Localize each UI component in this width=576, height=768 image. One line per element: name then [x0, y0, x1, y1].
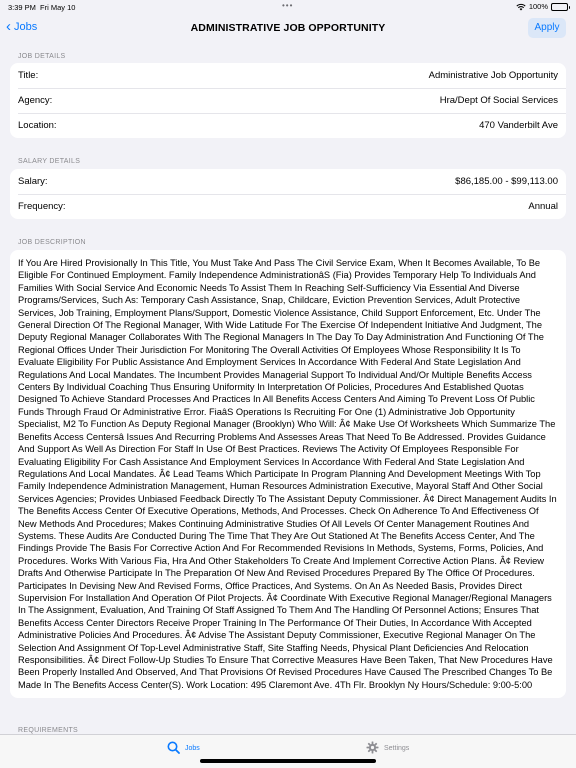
battery-icon	[551, 3, 568, 11]
magnifier-icon	[167, 741, 180, 756]
section-header-job-description: JOB DESCRIPTION	[18, 239, 86, 246]
salary-label: Salary:	[18, 176, 48, 187]
job-description-text: If You Are Hired Provisionally In This Title, You Must Take And Pass The Civil Service Exam, When It Becomes Available, To Be Eligible For Continued Employment. Family Independence AdministrationâS (Fia) Provides Temporary Help To Individuals And Families With Social Service And Economic Needs To Assist Them In Reaching Self-Sufficiency Via Essential And Diverse Programs/Services, Such As: Temporary Cash Assistance, Snap, Childcare, Eviction Prevention Services, Adult Protective Services, Job Training, Employment Plans/Support, Domestic Violence Assistance, Child Support Enforcement, Etc. Under The General Direction Of The Regional Manager, With Wide Latitude For The Exercise Of Independent Initiative And Judgment, The Deputy Regional Manager Collaborates With The Regional Managers In The Day To Day Administration And Functioning Of The Regional Offices Under Their Jurisdiction For Monitoring The Overall Activities Of Employees Whose Responsibility It Is To Evaluate Eligibility For Public Assistance And Employment Services In Accordance With Federal And State Legislation And Regulations And Local Mandates. The Incumbent Provides Managerial Support To Individual And/Or Multiple Benefits Access Centers By Individual Coaching Thus Ensuring Uniformity In Interpretation Of Policies, Procedures And Established Quotas Designed To Achieve Standard Processes And Practices In All Benefits Access Centers And Aiming To Prevent Loss Of Public Funds Through Fraud Or Administrative Error. FiaâS Operations Is Recruiting For One (1) Administrative Job Opportunity Specialist, M2 To Function As Deputy Regional Manager (Brooklyn) Who Will: Â¢ Make Use Of Worksheets Which Summarize The Benefits Access Centersâ Issues And Recurring Problems And Assesses Areas That Need To Be Addressed. Provides Guidance And Support As Well As Direction For Staff In Use Of Best Practices. Reviews The Activity Of Employees Responsible For Evaluating Eligibility For Cash Assistance And Employment Services In Accordance With Federal And State Legislation And Regulations And Local Mandates. Â¢ Lead Teams Which Participate In Program Planning And Development Meetings With Top Family Independence Administration Management, Human Resources Administration Executive, Mayoral Staff And Other Social Services Agencies; Provides Unbiased Feedback Directly To The Assistant Deputy Commissioner. Â¢ Direct Management Audits In The Benefits Access Center Of Executive Operations, Methods, And Processes. Check On Adherence To And Effectiveness Of New Methods And Procedures; Makes Continuing Administrative Studies Of All Levels Of Center Management Routines And Systems. These Audits Are Conducted During The Time That They Are Out Stationed At The Benefits Access Center, And The Findings Provide The Basis For Corrective Action And For Recommended Revisions In Methods, Systems, Forms, Policies, And Procedures. Works With Various Fia, Hra And Other Stakeholders To Create And Implement Corrective Action Plans. Â¢ Review Drafts And Otherwise Participate In The Preparation Of New And Revised Procedures Prepared By The Office Of Procedures. Participates In Devising New And Revised Forms, Office Practices, And Systems. On An As Needed Basis, Provides Direct Supervision For Installation And Operation Of Pilot Projects. Â¢ Coordinate With Executive Regional Manager/Regional Managers In The Assignment, Evaluation, And Training Of Staff Assigned To Them And The Handling Of Personnel Actions; Ensures That Benefits Access Center Directors Receive Proper Training In The Performance Of Their Duties, In Accordance With Accepted Administrative Policies And Procedures. Â¢ Advise The Assistant Deputy Commissioner, Executive Regional Manager On The Selection And Assignment Of Top-Level Administrative Staff, Site Staffing Needs, Physical Plant Deficiencies And Relocation Responsibilities. Â¢ Direct Follow-Up Studies To Ensure That Corrective Measures Have Been Taken, That New Procedures Have Been Properly Installed And Observed, And That Provisions Of Revised Procedures Have Caused The Prescribed Changes To Be Made In The Benefits Access Center(S). Work Location: 495 Claremont Ave. 4Th Flr. Brooklyn Ny Hours/Schedule: 9:00-5:00	[18, 258, 557, 690]
salary-value: $86,185.00 - $99,113.00	[455, 176, 558, 187]
detail-row-location	[10, 113, 566, 138]
gear-icon	[366, 741, 379, 756]
detail-value: Hra/Dept Of Social Services	[439, 95, 558, 106]
detail-row-agency	[10, 88, 566, 113]
status-date: Fri May 10	[40, 3, 76, 12]
frequency-label: Frequency:	[18, 201, 66, 212]
status-right	[516, 2, 568, 11]
section-header-job-details: JOB DETAILS	[18, 53, 66, 60]
page-title: ADMINISTRATIVE JOB OPPORTUNITY	[190, 22, 386, 34]
detail-label: Title:	[18, 70, 39, 81]
battery-percent: 100%	[528, 2, 548, 11]
detail-row-title	[10, 63, 566, 88]
detail-value: 470 Vanderbilt Ave	[479, 120, 558, 131]
chevron-left-icon: ‹	[6, 18, 11, 35]
frequency-value: Annual	[528, 201, 558, 212]
tab-jobs-label: Jobs	[185, 745, 200, 752]
salary-details-group	[10, 169, 566, 219]
home-indicator[interactable]	[200, 759, 376, 763]
tab-settings-label: Settings	[384, 745, 410, 752]
section-header-requirements: REQUIREMENTS	[18, 727, 78, 734]
status-bar	[0, 0, 576, 14]
detail-value: Administrative Job Opportunity	[428, 70, 558, 81]
back-button-label: Jobs	[14, 21, 38, 33]
multitasking-dots[interactable]: •••	[282, 1, 294, 10]
wifi-icon	[516, 3, 526, 11]
tab-jobs[interactable]	[167, 741, 200, 756]
section-header-salary-details: SALARY DETAILS	[18, 158, 81, 165]
apply-button[interactable]: Apply	[528, 18, 566, 38]
tab-settings[interactable]	[366, 741, 409, 756]
status-time: 3:39 PM	[8, 3, 36, 12]
detail-label: Agency:	[18, 95, 53, 106]
navigation-bar	[0, 14, 576, 44]
frequency-row	[10, 194, 566, 219]
tab-bar	[0, 734, 576, 768]
job-detail-content[interactable]	[0, 44, 576, 734]
detail-label: Location:	[18, 120, 57, 131]
job-details-group	[10, 63, 566, 138]
job-description-box	[10, 250, 566, 698]
salary-row	[10, 169, 566, 194]
